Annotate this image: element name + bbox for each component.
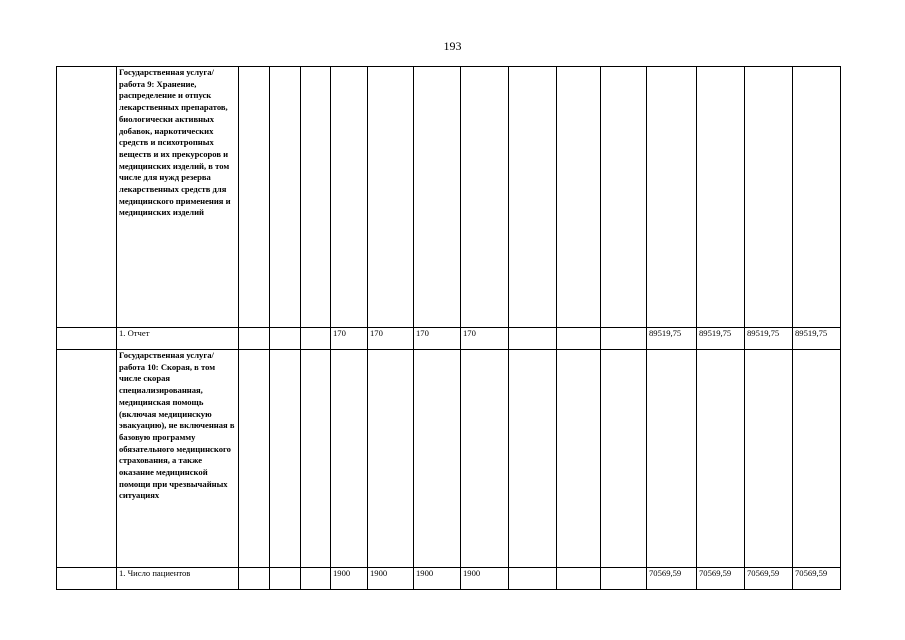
- value-cell: 70569,59: [793, 568, 841, 590]
- service-title: Государственная услуга/работа 9: Хранение, распределение и отпуск лекарственных препаратов, биологически активных добавок, наркотических средств и психотропных веществ и их прекурсоров и медицинских изделий, в том числе для нужд резерва лекарственных средств для медицинского применения и медицинских изделий: [117, 67, 239, 328]
- value-cell: [557, 328, 601, 350]
- value-cell: 70569,59: [647, 568, 697, 590]
- empty-cell: [270, 67, 301, 328]
- value-cell: 70569,59: [697, 568, 745, 590]
- value-cell: [509, 568, 557, 590]
- value-cell: [239, 568, 270, 590]
- value-cell: [601, 568, 647, 590]
- blank-cell: [57, 328, 117, 350]
- empty-cell: [301, 67, 331, 328]
- value-cell: 89519,75: [697, 328, 745, 350]
- empty-cell: [509, 350, 557, 568]
- value-cell: 1900: [368, 568, 414, 590]
- value-cell: 170: [368, 328, 414, 350]
- value-cell: 89519,75: [793, 328, 841, 350]
- value-cell: [270, 568, 301, 590]
- empty-cell: [647, 350, 697, 568]
- empty-cell: [647, 67, 697, 328]
- table-row: [57, 328, 841, 350]
- value-cell: [601, 328, 647, 350]
- empty-cell: [745, 67, 793, 328]
- empty-cell: [557, 350, 601, 568]
- empty-cell: [331, 350, 368, 568]
- value-cell: 89519,75: [745, 328, 793, 350]
- empty-cell: [601, 67, 647, 328]
- empty-cell: [414, 67, 461, 328]
- value-cell: 170: [414, 328, 461, 350]
- empty-cell: [793, 67, 841, 328]
- value-cell: 70569,59: [745, 568, 793, 590]
- value-cell: [301, 568, 331, 590]
- empty-cell: [697, 350, 745, 568]
- empty-cell: [557, 67, 601, 328]
- empty-cell: [461, 350, 509, 568]
- empty-cell: [509, 67, 557, 328]
- table-row: [57, 568, 841, 590]
- value-cell: [270, 328, 301, 350]
- value-cell: 170: [461, 328, 509, 350]
- blank-cell: [57, 67, 117, 328]
- value-cell: 1900: [331, 568, 368, 590]
- empty-cell: [461, 67, 509, 328]
- service-header-row: [57, 350, 841, 568]
- value-cell: [557, 568, 601, 590]
- value-cell: [509, 328, 557, 350]
- empty-cell: [368, 67, 414, 328]
- value-cell: 1900: [461, 568, 509, 590]
- empty-cell: [745, 350, 793, 568]
- service-title: Государственная услуга/работа 10: Скорая, в том числе скорая специализированная, медицинская помощь (включая медицинскую эвакуацию), не включенная в базовую программу обязательного медицинского страхования, а также оказание медицинской помощи при чрезвычайных ситуациях: [117, 350, 239, 568]
- value-cell: 170: [331, 328, 368, 350]
- empty-cell: [239, 67, 270, 328]
- blank-cell: [57, 568, 117, 590]
- blank-cell: [57, 350, 117, 568]
- empty-cell: [414, 350, 461, 568]
- indicator-name: 1. Число пациентов: [117, 568, 239, 590]
- empty-cell: [368, 350, 414, 568]
- value-cell: 1900: [414, 568, 461, 590]
- empty-cell: [239, 350, 270, 568]
- value-cell: [301, 328, 331, 350]
- empty-cell: [301, 350, 331, 568]
- indicator-name: 1. Отчет: [117, 328, 239, 350]
- empty-cell: [270, 350, 301, 568]
- empty-cell: [601, 350, 647, 568]
- value-cell: 89519,75: [647, 328, 697, 350]
- empty-cell: [331, 67, 368, 328]
- empty-cell: [697, 67, 745, 328]
- report-table: [56, 66, 841, 590]
- service-header-row: [57, 67, 841, 328]
- value-cell: [239, 328, 270, 350]
- empty-cell: [793, 350, 841, 568]
- page-number: 193: [443, 39, 462, 53]
